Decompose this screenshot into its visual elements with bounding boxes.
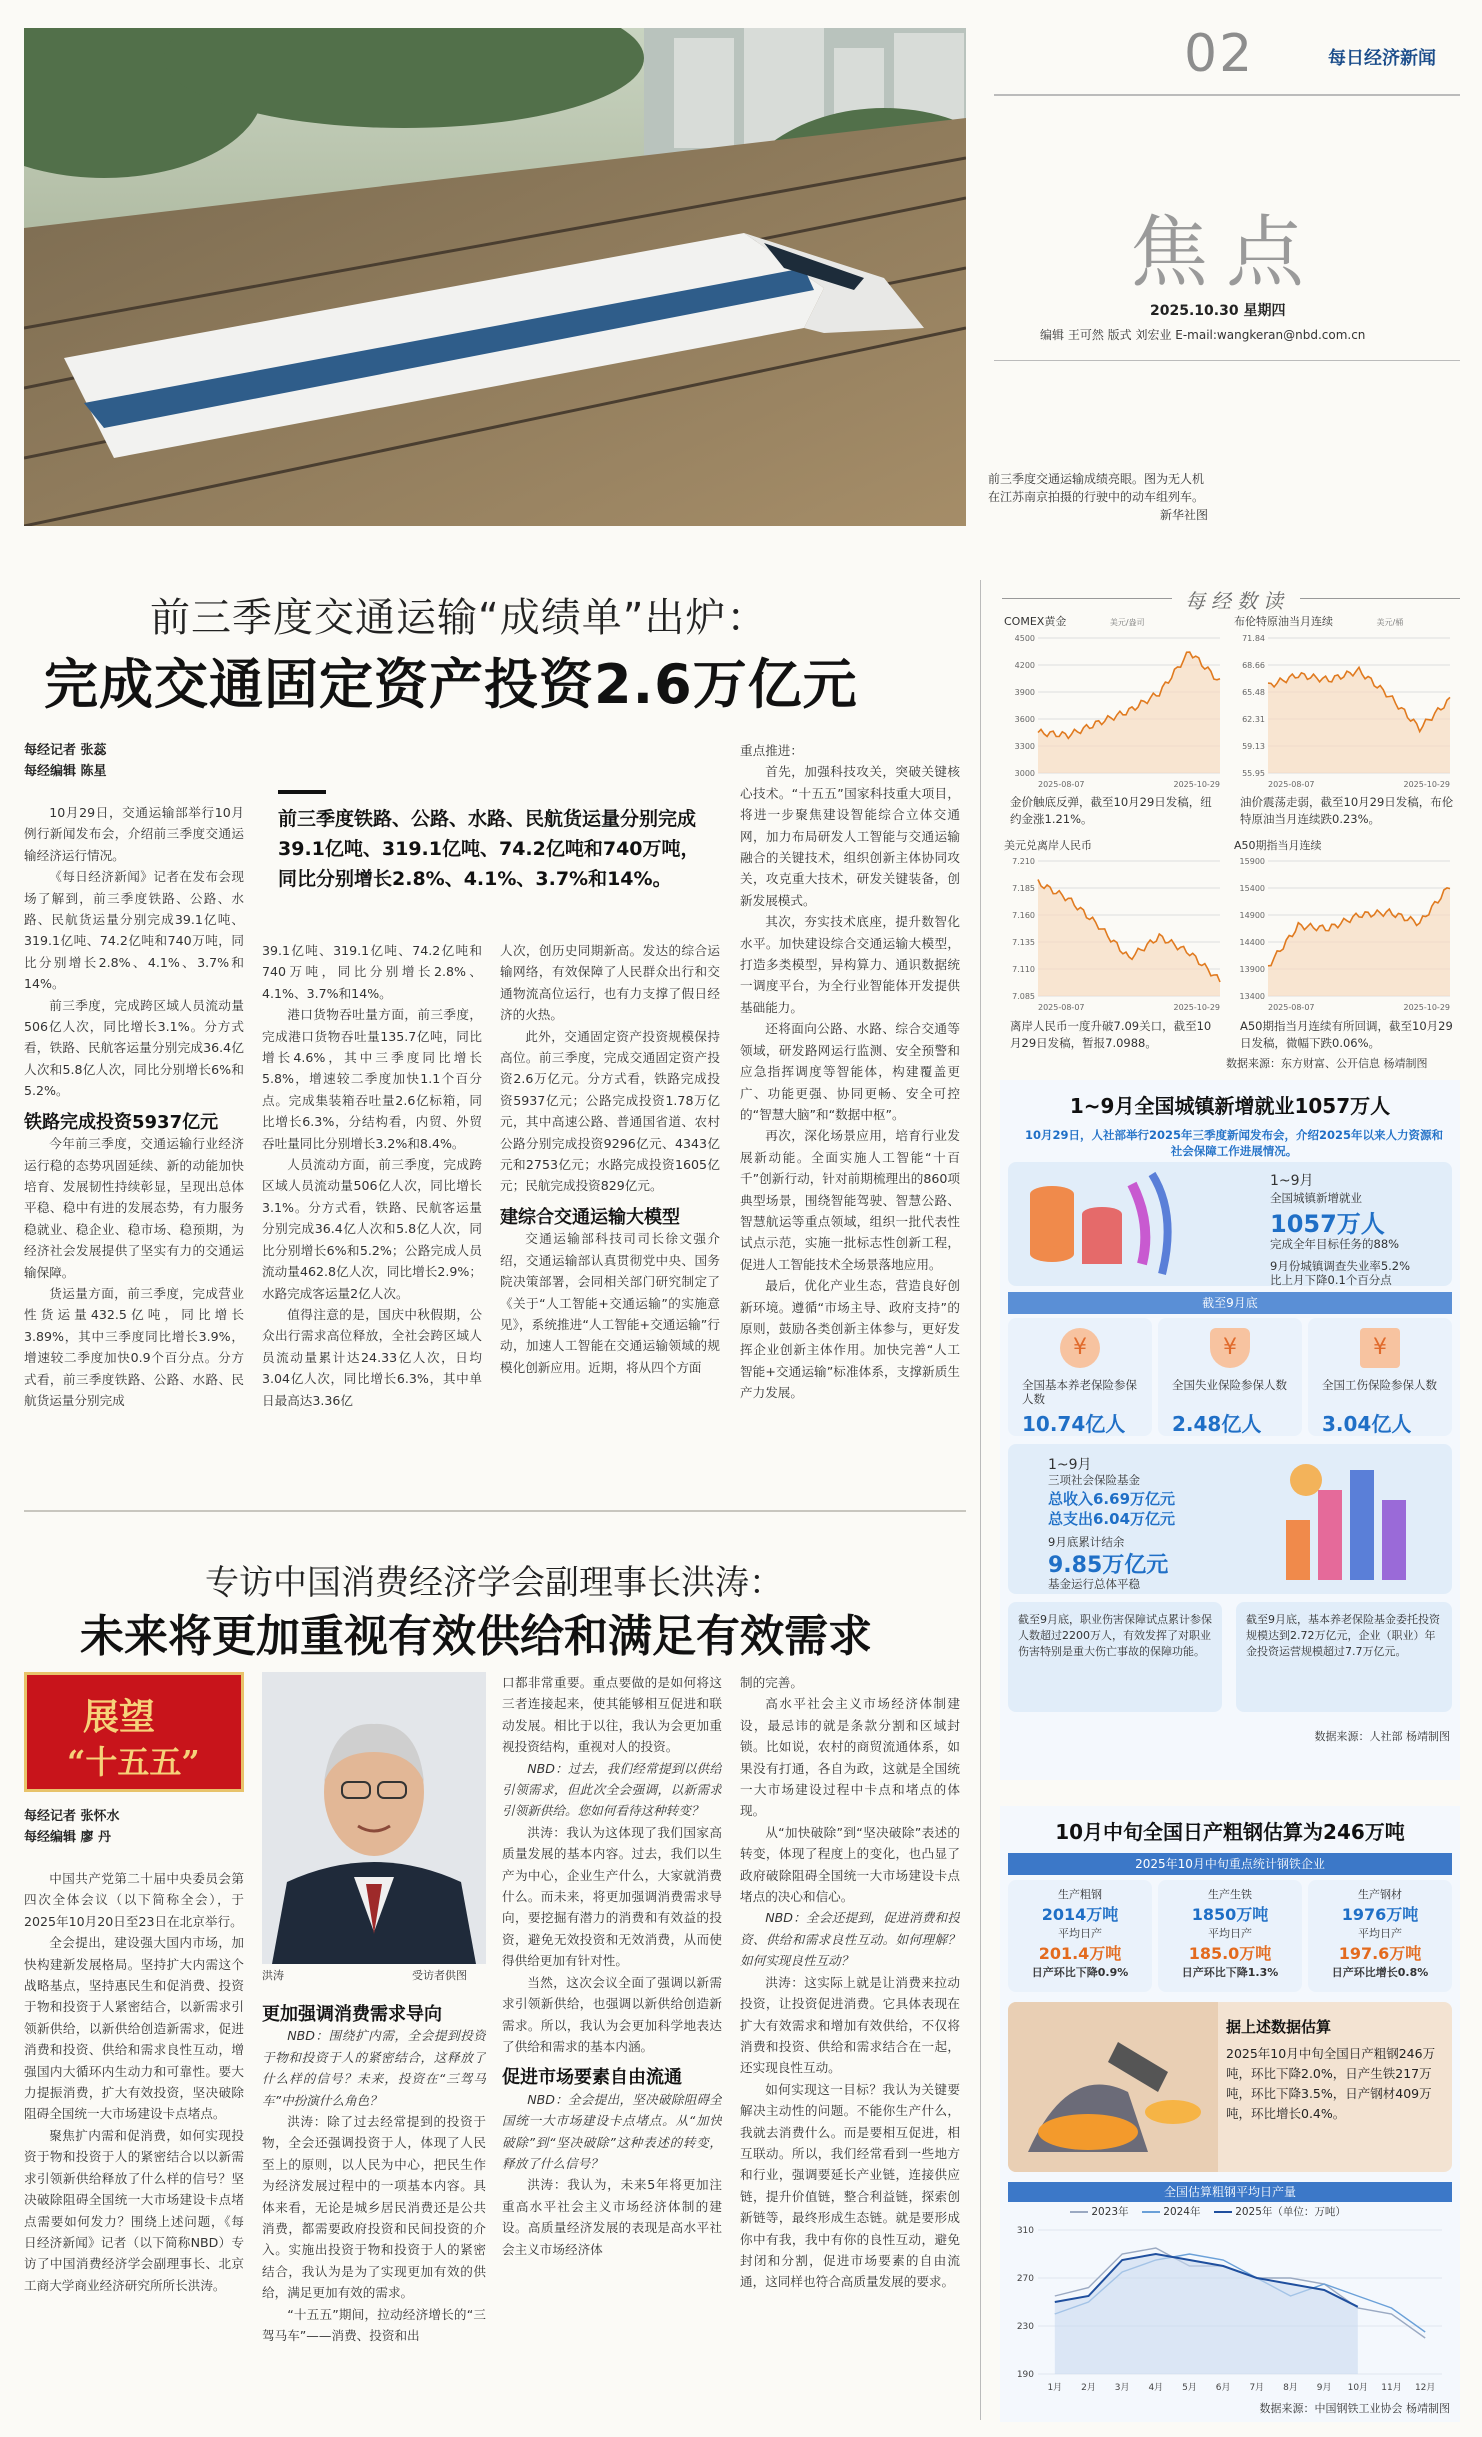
x-tick-label: 2025-10-29 (1173, 1003, 1220, 1012)
paragraph: 交通运输部科技司司长徐文强介绍，交通运输部认真贯彻党中央、国务院决策部署，会同相关部门研究制定了《关于“人工智能+交通运输”的实施意见》，系统推进“人工智能+交通运输”行动，加速人工智能在交通运输领域的规模化创新应用。近期，将从四个方面 (500, 1231, 720, 1375)
usdcnh-caption: 离岸人民币一度升破7.09关口，截至10月29日发稿，暂报7.0988。 (1010, 1019, 1212, 1050)
article2-title: 未来将更加重视有效供给和满足有效需求 (80, 1611, 872, 1662)
photo-caption-text: 前三季度交通运输成绩亮眼。图为无人机在江苏南京拍摄的行驶中的动车组列车。 (988, 472, 1205, 504)
paragraph: 人员流动方面，前三季度，完成跨区域人员流动量506亿人次，同比增长3.1%。分方式看，铁路、民航客运量分别完成36.4亿人次和5.8亿人次，同比分别增长6%和5.2%；公路完成人员流动量462.8亿人次，同比增长2.9%；水路完成客运量2亿人次。 (262, 1157, 482, 1301)
series-area (1268, 667, 1450, 773)
jobs-card (1008, 1162, 1452, 1286)
badge-line2: “十五五” (67, 1743, 200, 1781)
x-tick-label: 6月 (1215, 2383, 1231, 2393)
header-rule-2 (994, 360, 1460, 361)
question: NBD：过去，我们经常提到以供给引领需求，但此次全会强调，以新需求引领新供给。您如何看待这种转变？ (502, 1760, 722, 1819)
steel-mill-illustration (1008, 2002, 1218, 2172)
injury-ins-value: 3.04亿人 (1322, 1412, 1412, 1436)
x-tick-label: 7月 (1249, 2383, 1265, 2393)
paragraph: 还将面向公路、水路、综合交通等领域，研发路网运行监测、安全预警和应急指挥调度等智能体，构建覆盖更广、功能更强、协同更畅、安全可控的“智慧大脑”和“数据中枢”。 (740, 1021, 960, 1122)
legend-2023-label: 2023年 (1091, 2206, 1129, 2218)
y-tick-label: 15400 (1239, 884, 1265, 893)
y-tick-label: 190 (1016, 2370, 1034, 2380)
x-tick-label: 2025-08-07 (1268, 1003, 1315, 1012)
jobs-label: 全国城镇新增就业 (1270, 1191, 1362, 1205)
steel-chart-title: 全国估算粗钢平均日产量 (1008, 2182, 1452, 2202)
editor: 每经编辑 陈星 (24, 764, 107, 779)
reporter: 每经记者 张蕊 (24, 743, 107, 758)
train-photo-illustration (24, 28, 966, 526)
y-tick-label: 230 (1016, 2322, 1034, 2332)
series-area-2025 (1055, 2254, 1358, 2374)
paper-name: 每日经济新闻 (1328, 48, 1436, 69)
note-text-2: 截至9月底，基本养老保险基金委托投资规模达到2.72万亿元，企业（职业）年金投资运营规模超过7.7万亿元。 (1246, 1613, 1440, 1658)
coins-illustration (1012, 1164, 1192, 1284)
legend-2023 (1070, 2206, 1129, 2218)
fund-card (1008, 1444, 1452, 1594)
paragraph: 再次，深化场景应用，培育行业发展新动能。全面实施人工智能“十百千”创新行动，针对前期梳理出的860项典型场景，围绕智能驾驶、智慧公路、智慧航运等重点领域，组织一批代表性试点示范，实施一批标志性创新工程，促进人工智能技术全场景落地应用。 (740, 1128, 960, 1272)
article2-col4 (740, 1672, 960, 2428)
gold-chart (1004, 614, 1226, 794)
series-area (1038, 652, 1220, 773)
b3-total: 1976万吨 (1341, 1905, 1419, 1924)
paragraph: 中国共产党第二十届中央委员会第四次全体会议（以下简称全会），于2025年10月20日至23日在北京举行。 (24, 1871, 244, 1929)
photo-credit: 新华社图 (1159, 508, 1208, 522)
article2-col1 (24, 1868, 244, 2428)
usdcnh-line-chart (1004, 853, 1226, 1018)
end-period-label: 截至9月底 (1008, 1292, 1452, 1314)
interviewee-photo (262, 1672, 486, 1964)
article2-col2 (262, 1994, 486, 2428)
paragraph: 重点推进： (740, 743, 803, 758)
paragraph: 《每日经济新闻》记者在发布会现场了解到，前三季度铁路、公路、水路、民航货运量分别完成39.1亿吨、319.1亿吨、74.2亿吨和740万吨，同比分别增长2.8%、4.1%、3.7%和14%。 (24, 869, 244, 992)
fund-status: 基金运行总体平稳 (1048, 1577, 1140, 1591)
y-tick-label: 71.84 (1242, 634, 1265, 643)
photo-caption (988, 470, 1208, 524)
a50-caption: A50期指当月连续有所回调，截至10月29日发稿，微幅下跌0.06%。 (1240, 1019, 1453, 1050)
steel-subtitle: 2025年10月中旬重点统计钢铁企业 (1008, 1853, 1452, 1875)
paragraph: 当然，这次会议全面了强调以新需求引领新供给，也强调以新供给创造新需求。所以，我认为会更加科学地表达了供给和需求的基本内涵。 (502, 1974, 722, 2054)
paragraph: 口都非常重要。重点要做的是如何将这三者连接起来，使其能够相互促进和联动发展。相比于以往，我认为会更加重视投资结构，重视对人的投资。 (502, 1675, 722, 1755)
paragraph: 此外，交通固定资产投资规模保持高位。前三季度，完成交通固定资产投资2.6万亿元。分方式看，铁路完成投资5937亿元；公路完成投资1.78万亿元，其中高速公路、普通国省道、农村公路分别完成投资9296亿元、4343亿元和2753亿元；水路完成投资1605亿元；民航完成投资829亿元。 (500, 1028, 720, 1194)
b1-avg-label: 平均日产 (1058, 1927, 1102, 1940)
pension-card (1008, 1318, 1152, 1436)
subheading: 建综合交通运输大模型 (500, 1206, 680, 1228)
paragraph: “十五五”期间，拉动经济增长的“三驾马车”——消费、投资和出 (262, 2306, 486, 2344)
steel-title: 10月中旬全国日产粗钢估算为246万吨 (1055, 1820, 1405, 1844)
editor: 每经编辑 廖 丹 (24, 1830, 112, 1845)
yuan-icon: ¥ (1060, 1328, 1100, 1368)
lead-rule (278, 790, 326, 794)
paragraph: 39.1亿吨、319.1亿吨、74.2亿吨和740万吨，同比分别增长2.8%、4.1%、3.7%和14%。 (262, 943, 482, 1001)
x-tick-label: 2025-08-07 (1268, 780, 1315, 789)
b3-avg: 197.6万吨 (1338, 1944, 1422, 1963)
section-title: 焦点 (1130, 208, 1323, 298)
injury-ins-card (1308, 1318, 1452, 1436)
sidebar-rule (980, 580, 981, 2420)
x-tick-label: 3月 (1114, 2383, 1130, 2393)
legend-2024 (1142, 2206, 1201, 2218)
x-tick-label: 2月 (1081, 2383, 1096, 2393)
b2-avg-label: 平均日产 (1208, 1927, 1252, 1940)
photo-credit: 受访者供图 (412, 1969, 467, 1982)
sidebar-title-rule-2 (1300, 598, 1460, 599)
question: NBD：围绕扩内需，全会提到投资于物和投资于人的紧密结合，这释放了什么样的信号？未来，投资在“三驾马车”中扮演什么角色？ (262, 2028, 486, 2108)
article1-col2 (262, 940, 482, 1492)
pension-label: 全国基本养老保险参保人数 (1022, 1378, 1137, 1406)
a50-line-chart (1234, 853, 1456, 1018)
jobs-panel (1000, 1080, 1460, 1780)
answer: 洪涛：我认为，未来5年将更加注重高水平社会主义市场经济体制的建设。高质量经济发展的表现是高水平社会主义市场经济体 (502, 2177, 722, 2257)
brent-caption: 油价震荡走弱，截至10月29日发稿，布伦特原油当月连续跌0.23%。 (1240, 795, 1454, 826)
chart-name: COMEX黄金 (1004, 615, 1067, 628)
jobs-value: 1057万人 (1270, 1210, 1385, 1238)
photo-name: 洪涛 (262, 1969, 284, 1982)
answer: 洪涛：这实际上就是让消费来拉动投资，让投资促进消费。它具体表现在扩大有效需求和增加有效供给，不仅将消费和投资、供给和需求结合在一起，还实现良性互动。 (740, 1974, 960, 2076)
fund-balance: 9.85万亿元 (1048, 1553, 1169, 1578)
jobs-period: 1~9月 (1270, 1173, 1314, 1189)
y-tick-label: 62.31 (1242, 715, 1265, 724)
b2-change: 日产环比下降1.3% (1181, 1966, 1279, 1979)
fund-title: 三项社会保险基金 (1048, 1473, 1140, 1487)
y-tick-label: 65.48 (1242, 688, 1265, 697)
y-tick-label: 3900 (1014, 688, 1035, 697)
b3-label: 生产钢材 (1358, 1888, 1402, 1901)
article-divider (24, 1510, 966, 1512)
crude-steel-card (1008, 1880, 1152, 1992)
gold-line-chart (1004, 630, 1226, 795)
issue-date: 2025.10.30 星期四 (1150, 303, 1286, 319)
y-tick-label: 55.95 (1242, 769, 1265, 778)
article1-title: 完成交通固定资产投资2.6万亿元 (44, 653, 858, 716)
legend-2024-label: 2024年 (1163, 2206, 1201, 2218)
paragraph: 首先，加强科技攻关，突破关键核心技术。“十五五”国家科技重大项目，将进一步聚焦建设智能综合立体交通网，加力布局研发人工智能与交通运输融合的关键技术，组织创新主体协同攻关，攻克重大技术，研发关键装备，创新发展模式。 (740, 764, 960, 908)
x-tick-label: 8月 (1283, 2383, 1298, 2393)
article1-col3 (500, 940, 720, 1492)
portrait-illustration (262, 1672, 486, 1964)
b1-change: 日产环比下降0.9% (1031, 1966, 1129, 1979)
b1-total: 2014万吨 (1041, 1905, 1119, 1924)
y-tick-label: 3600 (1014, 715, 1035, 724)
unemployment-rate: 9月份城镇调查失业率5.2% (1270, 1259, 1411, 1273)
sidebar-title: 每经数读 (1185, 589, 1289, 613)
x-tick-label: 2025-10-29 (1173, 780, 1220, 789)
x-tick-label: 10月 (1347, 2383, 1369, 2393)
note-text-1: 截至9月底，职业伤害保障试点累计参保人数超过2200万人，有效发挥了对职业伤害特别是重大伤亡事故的保障功能。 (1018, 1613, 1212, 1658)
header-rule (994, 94, 1460, 96)
fund-balance-label: 9月底累计结余 (1048, 1535, 1125, 1549)
paragraph: 制的完善。 (740, 1675, 803, 1690)
steel-line-chart (1008, 2220, 1452, 2396)
legend-2025 (1214, 2206, 1346, 2218)
x-tick-label: 2025-10-29 (1403, 780, 1450, 789)
brent-line-chart (1234, 630, 1456, 795)
y-tick-label: 270 (1016, 2274, 1034, 2284)
unemployment-change: 比上月下降0.1个百分点 (1270, 1273, 1392, 1287)
x-tick-label: 5月 (1182, 2383, 1197, 2393)
series-area (1038, 880, 1220, 997)
document-yuan-icon: ¥ (1360, 1328, 1400, 1368)
paragraph: 最后，优化产业生态，营造良好创新环境。遵循“市场主导、政府支持”的原则，鼓励各类创新主体参与，更好发挥企业创新主体作用。加快完善“人工智能+交通运输”标准体系，支撑新质生产力发展。 (740, 1278, 960, 1401)
estimate-box (1008, 2002, 1452, 2172)
question: NBD：全会提出，坚决破除阻碍全国统一大市场建设卡点堵点。从“加快破除”到“坚决破除”这种表述的转变，释放了什么信号？ (502, 2091, 722, 2171)
steel-products-card (1308, 1880, 1452, 1992)
paragraph: 今年前三季度，交通运输行业经济运行稳的态势巩固延续、新的动能加快培育、发展韧性持续彰显，呈现出总体平稳、稳中有进的发展态势，有力服务稳就业、稳企业、稳市场、稳预期，为经济社会发展提供了坚实有力的交通运输保障。 (24, 1136, 244, 1280)
y-tick-label: 4500 (1014, 634, 1035, 643)
paragraph: 人次，创历史同期新高。发达的综合运输网络，有效保障了人民群众出行和交通物流高位运行，也有力支撑了假日经济的火热。 (500, 943, 720, 1023)
note-card-1 (1008, 1602, 1222, 1712)
estimate-text: 2025年10月中旬全国日产粗钢246万吨，环比下降2.0%，日产生铁217万吨，环比下降3.5%，日产钢材409万吨，环比增长0.4%。 (1226, 2046, 1436, 2121)
y-tick-label: 7.160 (1012, 911, 1035, 920)
usdcnh-chart (1004, 838, 1226, 1018)
editor-info: 编辑 王可然 版式 刘宏业 E-mail:wangkeran@nbd.com.cn (1040, 328, 1366, 342)
fund-bar-illustration (1266, 1450, 1436, 1590)
unemployment-ins-value: 2.48亿人 (1172, 1412, 1262, 1436)
article1-kicker: 前三季度交通运输“成绩单”出炉： (150, 595, 768, 641)
b3-avg-label: 平均日产 (1358, 1927, 1402, 1940)
y-tick-label: 68.66 (1242, 661, 1265, 670)
pig-iron-card (1158, 1880, 1302, 1992)
article1-col1 (24, 802, 244, 1492)
chart-unit: 美元/桶 (1376, 618, 1404, 627)
y-tick-label: 7.110 (1012, 965, 1035, 974)
paragraph: 其次，夯实技术底座，提升数智化水平。加快建设综合交通运输大模型，打造多类模型，异构算力、通识数据统一调度平台，为全行业智能体开发提供基础能力。 (740, 914, 960, 1015)
a50-chart (1234, 838, 1456, 1018)
badge-line1: 展望 (83, 1696, 156, 1738)
fund-expense: 总支出6.04万亿元 (1048, 1510, 1176, 1528)
paragraph: 值得注意的是，国庆中秋假期，公众出行需求高位释放，全社会跨区域人员流动量累计达24.33亿人次，日均3.04亿人次，同比增长6.3%，其中单日最高达3.36亿 (262, 1306, 482, 1408)
series-badge (24, 1672, 244, 1792)
b1-label: 生产粗钢 (1058, 1888, 1102, 1901)
lead-text: 前三季度铁路、公路、水路、民航货运量分别完成39.1亿吨、319.1亿吨、74.2亿吨和740万吨，同比分别增长2.8%、4.1%、3.7%和14%。 (278, 808, 700, 890)
estimate-title: 据上述数据估算 (1226, 2018, 1332, 2036)
answer: 洪涛：除了过去经常提到的投资于物，全会还强调投资于人，体现了人民至上的原则，以人民为中心，把民生作为经济发展过程中的一项基本内容。具体来看，无论是城乡居民消费还是公共消费，都需要政府投资和民间投资的介入。实施出投资于物和投资于人的紧密结合，我认为是为了实现更加有效的供给，满足更加有效的需求。 (262, 2114, 486, 2301)
chart-name: 美元兑离岸人民币 (1004, 839, 1092, 852)
paragraph: 高水平社会主义市场经济体制建设，最忌讳的就是条款分割和区域封锁。比如说，农村的商贸流通体系，如果没有打通，各自为政，这就是全国统一大市场建设过程中卡点和堵点的体现。 (740, 1696, 960, 1819)
note-card-2 (1236, 1602, 1452, 1712)
lead-box (278, 790, 714, 894)
shield-yuan-icon: ¥ (1210, 1328, 1250, 1368)
x-tick-label: 11月 (1381, 2383, 1402, 2393)
x-tick-label: 2025-08-07 (1038, 1003, 1085, 1012)
jobs-title: 1~9月全国城镇新增就业1057万人 (1069, 1094, 1391, 1118)
chart-unit: 美元/盎司 (1109, 618, 1145, 627)
article2-byline (24, 1806, 244, 1848)
b3-change: 日产环比增长0.8% (1331, 1966, 1429, 1979)
reporter: 每经记者 张怀水 (24, 1809, 120, 1824)
y-tick-label: 59.13 (1242, 742, 1265, 751)
jobs-source: 数据来源：人社部 杨靖制图 (1314, 1730, 1450, 1743)
subheading: 促进市场要素自由流通 (502, 2067, 682, 2089)
x-tick-label: 12月 (1414, 2383, 1436, 2393)
y-tick-label: 7.135 (1012, 938, 1035, 947)
steel-legend (1070, 2204, 1346, 2219)
chart-name: A50期指当月连续 (1234, 839, 1322, 852)
y-tick-label: 15900 (1239, 857, 1265, 866)
subheading: 更加强调消费需求导向 (262, 2004, 442, 2025)
paragraph: 前三季度，完成跨区域人员流动量506亿人次，同比增长3.1%。分方式看，铁路、民航客运量分别完成36.4亿人次和5.8亿人次，同比分别增长6%和5.2%。 (24, 997, 244, 1099)
answer: 洪涛：我认为这体现了我们国家高质量发展的基本内容。过去，我们以生产为中心，企业生产什么，大家就消费什么。而未来，将更加强调消费需求导向，要挖掘有潜力的消费和有效益的投资，避免无效投资和无效消费，从而使得供给更加有针对性。 (502, 1824, 722, 1969)
jobs-completion: 完成全年目标任务的88% (1270, 1237, 1400, 1251)
paragraph: 从“加快破除”到“坚决破除”表述的转变，体现了程度上的变化，也凸显了政府破除阻碍全国统一大市场建设卡点堵点的决心和信心。 (740, 1824, 960, 1905)
injury-ins-label: 全国工伤保险参保人数 (1322, 1378, 1437, 1392)
unemployment-ins-label: 全国失业保险参保人数 (1172, 1378, 1287, 1392)
y-tick-label: 13900 (1239, 965, 1265, 974)
y-tick-label: 7.185 (1012, 884, 1035, 893)
series-area (1268, 888, 1450, 996)
x-tick-label: 2025-08-07 (1038, 780, 1085, 789)
source-note: 数据来源：东方财富、公开信息 杨靖制图 (1226, 1057, 1428, 1070)
cover-photo (24, 28, 966, 526)
question: NBD：全会还提到，促进消费和投资、供给和需求良性互动。如何理解？如何实现良性互动？ (740, 1910, 960, 1969)
article2-col3 (502, 1672, 722, 2428)
article1-col4 (740, 740, 960, 1492)
pension-value: 10.74亿人 (1022, 1412, 1126, 1436)
b2-label: 生产生铁 (1208, 1888, 1252, 1901)
sidebar-title-rule (1002, 598, 1172, 599)
b2-avg: 185.0万吨 (1188, 1944, 1272, 1963)
paragraph: 货运量方面，前三季度，完成营业性货运量432.5亿吨，同比增长3.89%，其中三季度同比增长3.9%，增速较二季度加快0.9个百分点。分方式看，前三季度铁路、公路、水路、民航货运量分别完成 (24, 1285, 244, 1408)
jobs-intro: 10月29日，人社部举行2025年三季度新闻发布会，介绍2025年以来人力资源和社会保障工作进展情况。 (1024, 1128, 1444, 1158)
gold-caption: 金价触底反弹，截至10月29日发稿，纽约金涨1.21%。 (1010, 795, 1212, 826)
y-tick-label: 3300 (1014, 742, 1035, 751)
y-tick-label: 14400 (1239, 938, 1265, 947)
x-tick-label: 2025-10-29 (1403, 1003, 1450, 1012)
legend-2025-label: 2025年（单位：万吨） (1235, 2206, 1346, 2218)
paragraph: 全会提出，建设强大国内市场，加快构建新发展格局。坚持扩大内需这个战略基点，坚持惠民生和促消费、投资于物和投资于人紧密结合，以新需求引领新供给，以新供给创造新需求，促进消费和投资、供给和需求良性互动，增强国内大循环内生动力和可靠性。要大力提振消费，扩大有效投资，坚决破除阻碍全国统一大市场建设卡点堵点。 (24, 1935, 244, 2122)
paragraph: 港口货物吞吐量方面，前三季度，完成港口货物吞吐量135.7亿吨，同比增长4.6%，其中三季度同比增长5.8%，增速较二季度加快1.1个百分点。完成集装箱吞吐量2.6亿标箱，同比增长6.3%，分结构看，内贸、外贸吞吐量同比分别增长3.2%和8.4%。 (262, 1007, 482, 1151)
y-tick-label: 310 (1016, 2226, 1034, 2236)
y-tick-label: 4200 (1014, 661, 1035, 670)
x-tick-label: 1月 (1047, 2383, 1063, 2393)
paragraph: 10月29日，交通运输部举行10月例行新闻发布会，介绍前三季度交通运输经济运行情况。 (24, 805, 244, 863)
article2-kicker: 专访中国消费经济学会副理事长洪涛： (205, 1563, 783, 1603)
steel-source: 数据来源：中国钢铁工业协会 杨靖制图 (1259, 2402, 1450, 2415)
fund-income: 总收入6.69万亿元 (1048, 1490, 1176, 1508)
x-tick-label: 9月 (1316, 2383, 1332, 2393)
y-tick-label: 7.085 (1012, 992, 1035, 1001)
chart-name: 布伦特原油当月连续 (1234, 615, 1333, 628)
steel-panel (1000, 1806, 1460, 2422)
subheading: 铁路完成投资5937亿元 (24, 1111, 219, 1133)
x-tick-label: 4月 (1148, 2383, 1164, 2393)
fund-period: 1~9月 (1048, 1457, 1092, 1473)
y-tick-label: 13400 (1239, 992, 1265, 1001)
paragraph: 如何实现这一目标？我认为关键要解决主动性的问题。不能你生产什么，我就去消费什么。而是要相互促进，相互联动。所以，我们经常看到一些地方和行业，强调要延长产业链，连接供应链，提升价值链，整合利益链，探索创新链等，最终形成生态链。就是要形成你中有我，我中有你的良性互动，避免封闭和分割，促进市场要素的自由流通，这同样也符合高质量发展的要求。 (740, 2081, 960, 2290)
page-number: 02 (1184, 24, 1255, 84)
brent-chart (1234, 614, 1456, 794)
paragraph: 聚焦扩内需和促消费，如何实现投资于物和投资于人的紧密结合以以新需求引领新供给释放了什么样的信号？坚决破除阻碍全国统一大市场建设卡点堵点需要如何发力？围绕上述问题，《每日经济新闻》记者（以下简称NBD）专访了中国消费经济学会副理事长、北京工商大学商业经济研究所所长洪涛。 (24, 2127, 244, 2293)
y-tick-label: 14900 (1239, 911, 1265, 920)
unemployment-ins-card (1158, 1318, 1302, 1436)
article1-byline (24, 740, 194, 782)
y-tick-label: 3000 (1014, 769, 1035, 778)
b2-total: 1850万吨 (1191, 1905, 1269, 1924)
b1-avg: 201.4万吨 (1038, 1944, 1122, 1963)
y-tick-label: 7.210 (1012, 857, 1035, 866)
